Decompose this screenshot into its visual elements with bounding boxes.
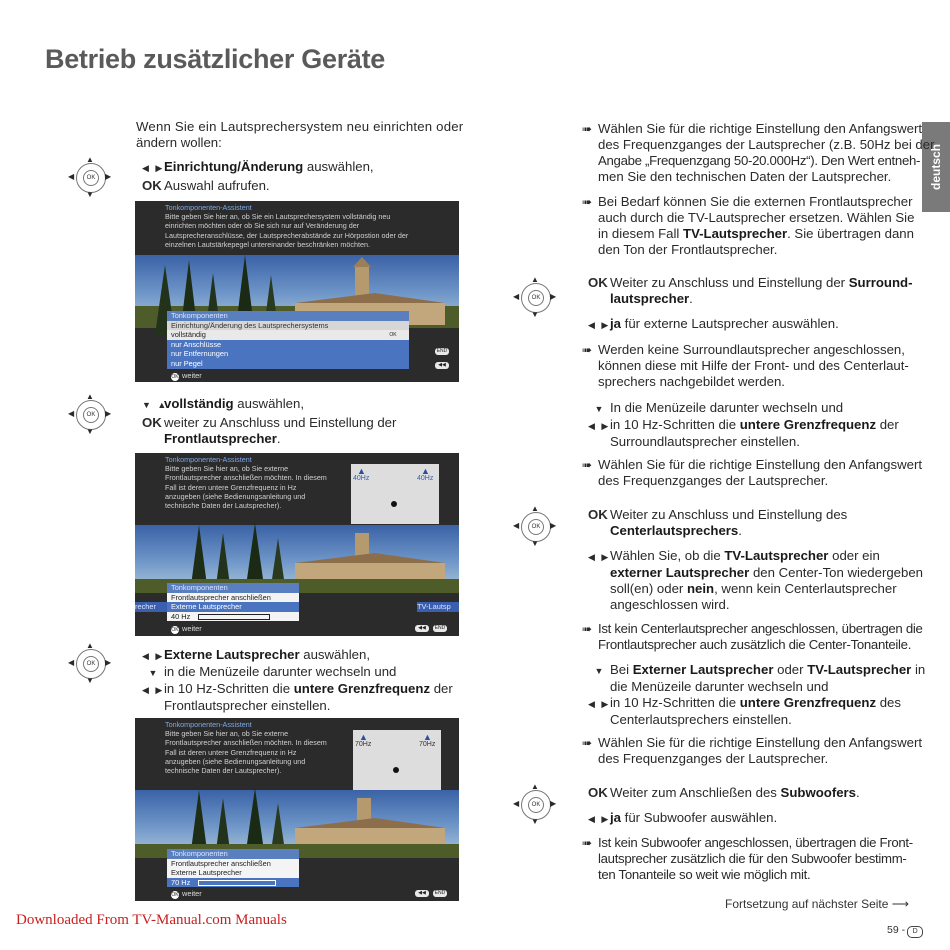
note-7: ➠ Ist kein Subwoofer angeschlossen, übertragen die Front- lautsprecher zusätzlich die für den Subwoofer bestimm- ten Tonanteile so weit wie möglich mit. [582,835,913,882]
left-right-arrows-icon: ◀ ▶ [588,814,611,824]
step-3: ◀ ▶Externe Lautsprecher auswählen, ▼ in die Menüzeile darunter wechseln und ◀ ▶in 10 Hz-Schritten die untere Grenzfrequenz der Frontlautsprecher einstellen. [142,647,453,713]
remote-pad-icon: OK ▲ ▼ ◀ ▶ [513,275,557,319]
pointer-arrow-icon: ➠ [582,622,592,636]
screen-2-header: Tonkomponenten-Assistent Bitte geben Sie hier an, ob Sie externe Frontlautsprecher anschließen möchten. In diesem Fall ist deren untere Grenzfrequenz in Hz anzugeben (siehe Bedienungsanleitung und technische Daten der Lautsprecher). [165,455,327,511]
pointer-arrow-icon: ➠ [582,736,593,750]
weiter-hint: OK weiter [171,624,202,633]
download-link[interactable]: Downloaded From TV-Manual.com Manuals [16,912,287,928]
screen-1-menu [167,311,409,369]
left-right-arrows-icon: ◀ ▶ [588,699,611,709]
left-right-arrows-icon: ◀ ▶ [588,421,611,431]
down-arrow-icon: ▼ [594,666,604,676]
note-3: ➠ Werden keine Surroundlautsprecher angeschlossen, können diese mit Hilfe der Front- und des Centerlaut- sprechers nachgebildet werden. [582,342,909,389]
ok-button-icon: OK [387,332,399,339]
weiter-hint: OK weiter [171,371,202,380]
step-8: OK Weiter zum Anschließen des Subwoofers. ◀ ▶ja für Subwoofer auswählen. [588,785,860,825]
language-badge: D [907,926,923,938]
step-6: OK Weiter zu Anschluss und Einstellung des Centerlautsprechers. ◀ ▶Wählen Sie, ob die TV-Lautsprecher oder ein externer Lautsprecher den Center-Ton wiedergeben soll(en) oder nein, wenn kein Centerlautsprecher angeschlossen wird. [588,507,924,612]
left-right-arrows-icon: ◀ ▶ [142,651,165,661]
remote-pad-icon: OK ▲ ▼ ◀ ▶ [513,504,557,548]
left-right-arrows-icon: ◀ ▶ [588,552,611,562]
tv-screen-1 [135,201,459,382]
remote-pad-icon: OK ▲ ▼ ◀ ▶ [68,641,112,685]
step-5: ▼ In die Menüzeile darunter wechseln und ◀ ▶in 10 Hz-Schritten die untere Grenzfrequenz der Surroundlautsprecher einstellen. [588,400,899,449]
pointer-arrow-icon: ➠ [582,343,593,357]
screen-2-menu: Tonkomponenten Frontlautsprecher anschließen Externe Lautsprecher 40 Hz [167,583,299,621]
menu-item: Einrichtung/Änderung des Lautsprechersystems [167,321,409,331]
frequency-slider[interactable]: 40 Hz [167,612,299,622]
menu-heading: Tonkomponenten [167,311,409,321]
speaker-diagram: ▲ ▲ 70Hz 70Hz [353,730,441,790]
rewind-button-icon: ◀◀ [415,625,429,632]
long-arrow-icon: ⟶ [891,897,909,911]
speaker-diagram: ▲ ▲ 40Hz 40Hz [351,464,439,524]
screen-3-header: Tonkomponenten-Assistent Bitte geben Sie hier an, ob Sie externe Frontlautsprecher anschließen möchten. In diesem Fall ist deren untere Grenzfrequenz in Hz anzugeben (siehe Bedienungsanleitung und technische Daten der Lautsprecher). [165,720,327,776]
rewind-button-icon: ◀◀ [415,890,429,897]
step-2: ▼ ▲vollständig auswählen, OK weiter zu Anschluss und Einstellung der Frontlautsprecher. [142,396,397,446]
language-tab-label: deutsch [929,143,943,191]
rewind-button-icon: ◀◀ [435,362,449,369]
step-7: ▼ Bei Externer Lautsprecher oder TV-Lautsprecher in die Menüzeile darunter wechseln und ◀ ▶in 10 Hz-Schritten die untere Grenzfrequenz des Centerlautsprechers einstellen. [588,662,926,727]
menu-item[interactable]: nur Anschlüsse [167,340,409,350]
pointer-arrow-icon: ➠ [582,195,593,209]
left-right-arrows-icon: ◀ ▶ [142,163,165,173]
weiter-hint: OK weiter [171,889,202,898]
screen-1-header: Tonkomponenten-Assistent Bitte geben Sie hier an, ob Sie ein Lautsprechersystem vollständig neu einrichten möchten oder ob Sie sich nur auf Veränderung der Lautsprecheranschlüsse, der Lautsprecherabstände zur Hörpostion oder der einzelnen Lautstärkepegel untereinander beschränken möchten. [165,203,409,249]
landscape-image [135,788,459,858]
note-4: ➠ Wählen Sie für die richtige Einstellung den Anfangswert des Frequenzganges der Lautsprecher. [582,457,923,488]
screen-3-menu: Tonkomponenten Frontlautsprecher anschließen Externe Lautsprecher 70 Hz [167,849,299,887]
pointer-arrow-icon: ➠ [582,458,593,472]
menu-item-selected[interactable]: vollständig [167,330,409,340]
note-5: ➠ Ist kein Centerlautsprecher angeschlossen, übertragen die Frontlautsprecher auch zusätzlich die Center-Tonanteile. [582,621,923,652]
frequency-slider[interactable]: 70 Hz [167,878,299,888]
intro-text: Wenn Sie ein Lautsprechersystem neu einrichten oder ändern wollen: [136,119,464,150]
note-2: ➠ Bei Bedarf können Sie die externen Frontlautsprecher auch durch die TV-Lautsprecher ersetzen. Wählen Sie in diesem Fall TV-Lautsprecher. Sie übertragen dann den Ton der Frontlautsprecher. [582,194,915,257]
note-1: ➠ Wählen Sie für die richtige Einstellung den Anfangswert des Frequenzganges der Lautsprecher (z.B. 50Hz bei der Angabe „Frequenzgang 50-20.000Hz“). Den Wert entneh- men Sie den technischen Daten der Lautsprecher. [582,121,935,184]
note-6: ➠ Wählen Sie für die richtige Einstellung den Anfangswert des Frequenzganges der Lautsprecher. [582,735,923,766]
pointer-arrow-icon: ➠ [582,122,593,136]
pointer-arrow-icon: ➠ [582,836,592,850]
page-number: 59 - D [887,924,923,938]
left-right-arrows-icon: ◀ ▶ [588,320,611,330]
left-right-arrows-icon: ◀ ▶ [142,685,165,695]
end-button-icon: END [434,890,446,896]
remote-pad-icon: OK ▲ ▼ ◀ ▶ [513,782,557,826]
remote-pad-icon: OK ▲ ▼ ◀ ▶ [68,392,112,436]
down-arrow-icon: ▼ [148,668,158,678]
continue-note: Fortsetzung auf nächster Seite ⟶ [725,897,909,911]
step-4: OK Weiter zu Anschluss und Einstellung der Surround- lautsprecher. ◀ ▶ja für externe Lautsprecher auswählen. [588,275,913,331]
up-down-arrows-icon: ▼ ▲ [142,400,169,410]
tv-screen-3 [135,718,459,901]
end-button-icon: END [434,625,446,631]
menu-item[interactable]: nur Pegel [167,359,409,369]
tv-screen-2: Tonkomponenten-Assistent Bitte geben Sie hier an, ob Sie externe Frontlautsprecher anschließen möchten. In diesem Fall ist deren untere Grenzfrequenz in Hz anzugeben (siehe Bedienungsanleitung und technische Daten der Lautsprecher). ▲ ▲ 40Hz 40Hz Tonkomponenten Frontlautsprecher anschließen Externe Lautsprecher 40 Hz recher TV-Lautsp ◀◀ END OK weiter [135,453,459,636]
down-arrow-icon: ▼ [594,404,604,414]
menu-item[interactable]: nur Entfernungen [167,349,409,359]
remote-pad-icon: OK ▲ ▼ ◀ ▶ [68,155,112,199]
step-1: ◀ ▶Einrichtung/Änderung auswählen, OK Auswahl aufrufen. [142,159,374,193]
end-button-icon: END [436,348,448,354]
page-title: Betrieb zusätzlicher Geräte [45,44,386,74]
